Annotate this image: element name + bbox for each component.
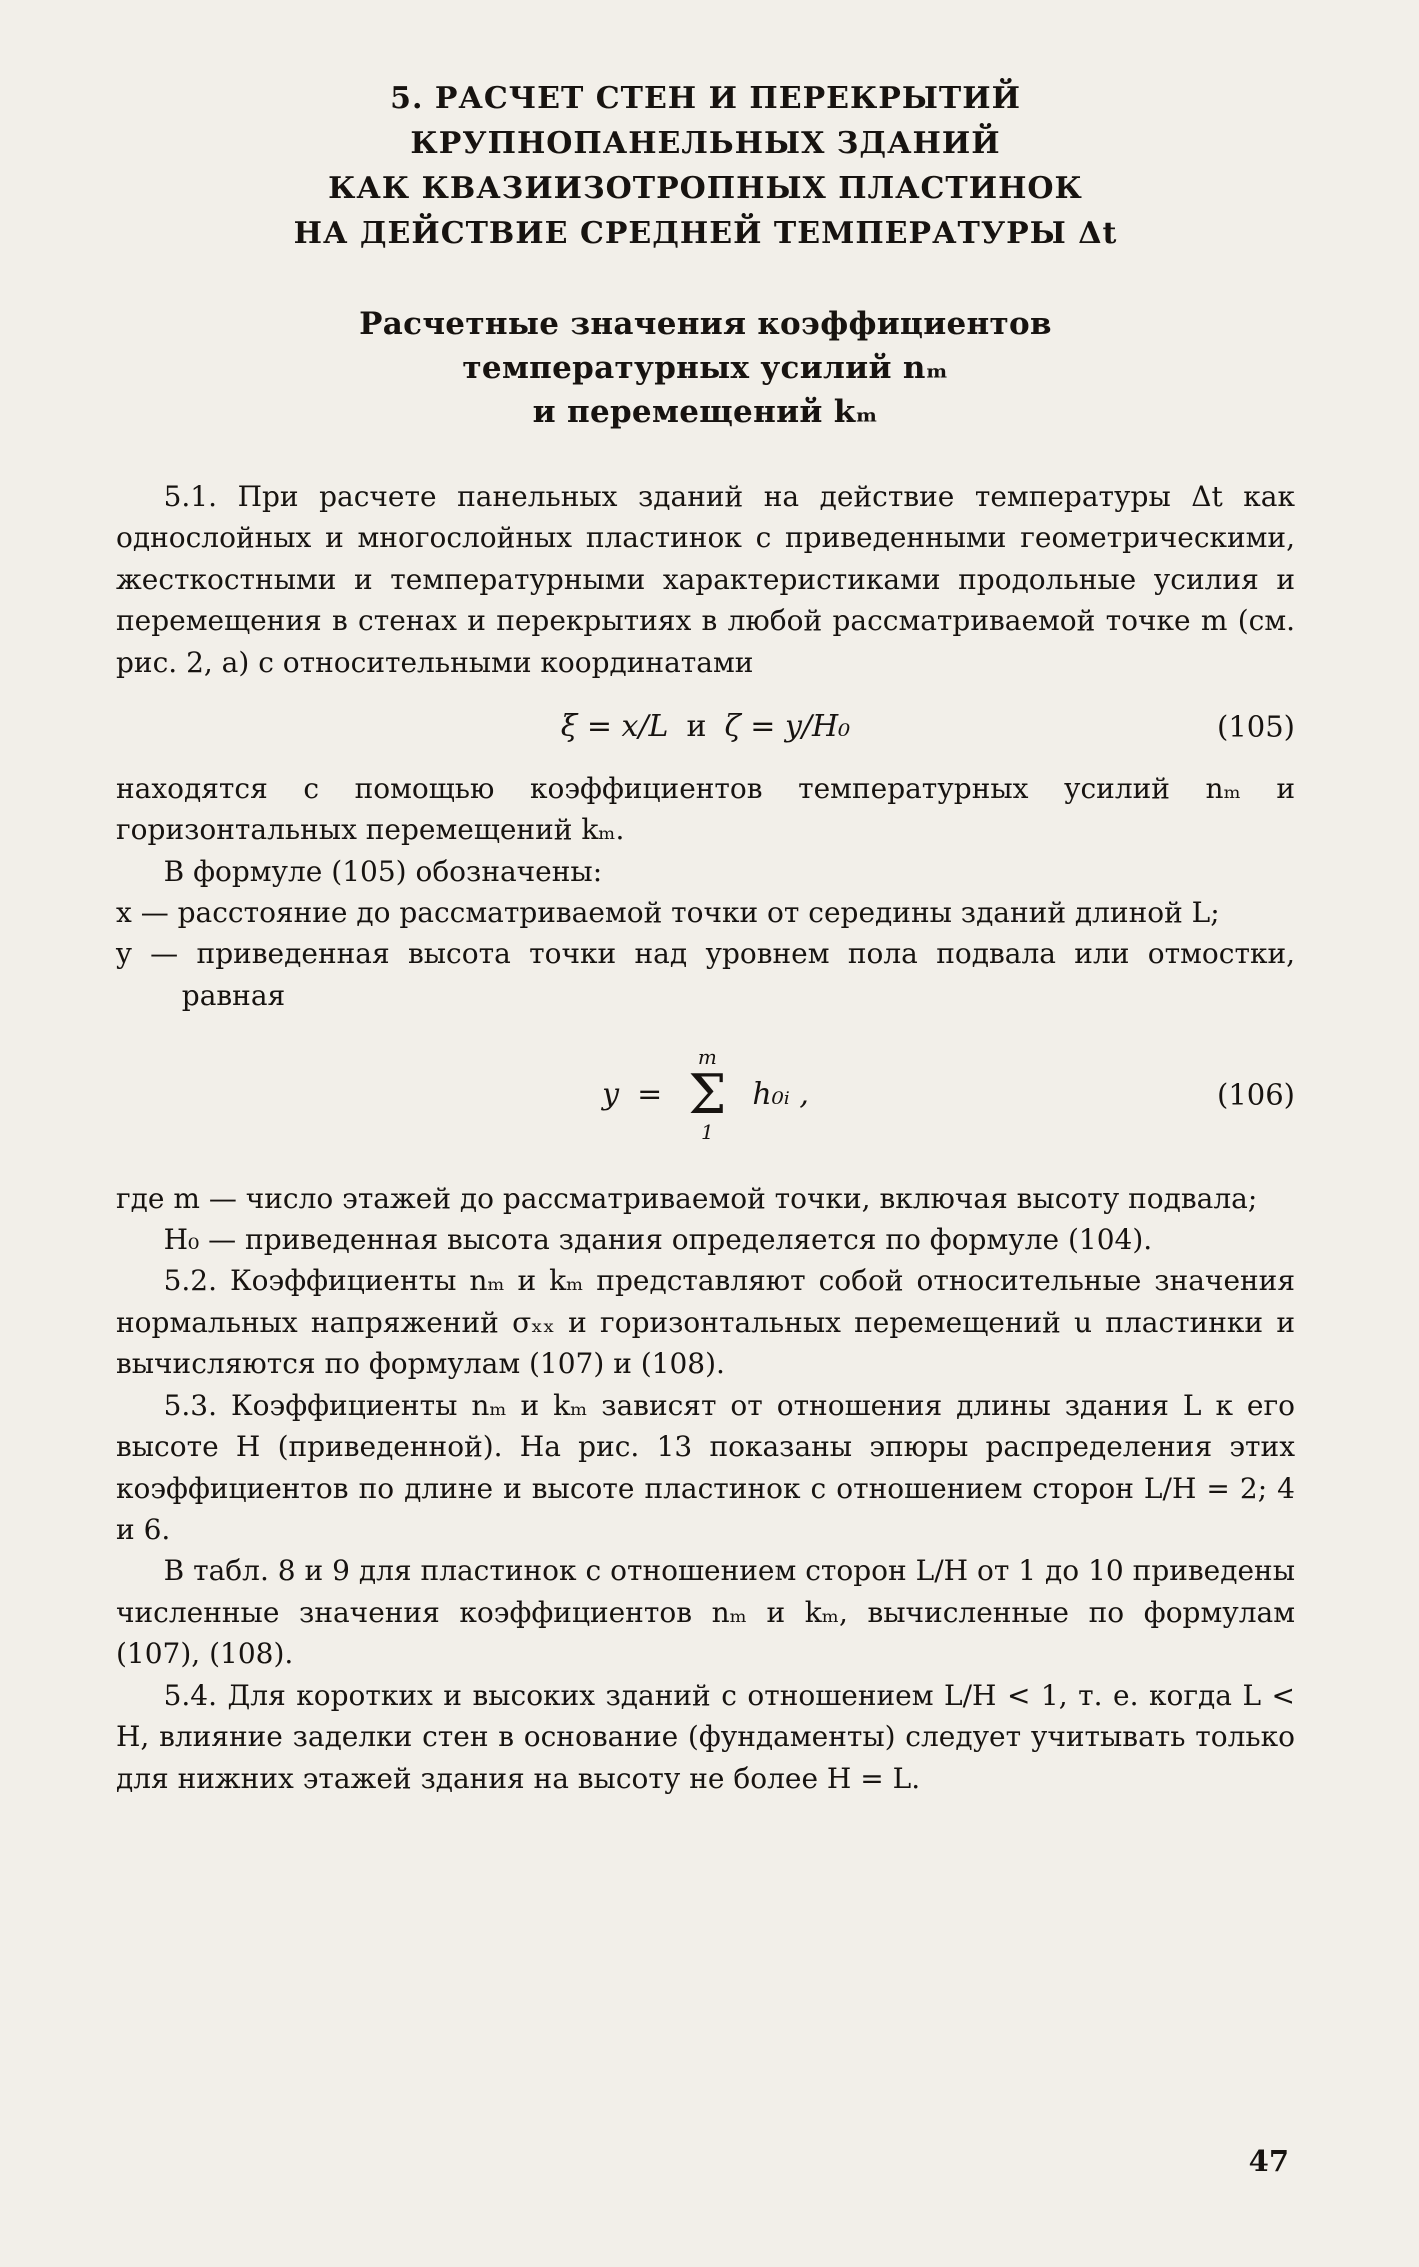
equals-sign: =	[637, 1076, 663, 1112]
formula-105-conjunction: и	[686, 709, 707, 745]
section-subtitle-line: Расчетные значения коэффициентов	[359, 306, 1052, 342]
paragraph-tables: В табл. 8 и 9 для пластинок с отношением сторон L/H от 1 до 10 приведены численные значения коэффициентов nₘ и kₘ, вычисленные по формулам (107), (108).	[116, 1554, 1295, 1671]
chapter-heading-line: 5. РАСЧЕТ СТЕН И ПЕРЕКРЫТИЙ	[390, 81, 1021, 116]
formula-106-number: (106)	[1217, 1077, 1295, 1112]
chapter-heading	[116, 76, 1295, 256]
paragraph-5-4: 5.4. Для коротких и высоких зданий с отношением L/H < 1, т. е. когда L < H, влияние заделки стен в основание (фундаменты) следует учитывать только для нижних этажей здания на высоту не более H = L.	[116, 1678, 1295, 1795]
formula-105-number: (105)	[1217, 709, 1295, 744]
section-subtitle-line: температурных усилий nₘ	[462, 350, 949, 387]
definition-where-m: где m — число этажей до рассматриваемой точки, включая высоту подвала;	[116, 1181, 1258, 1215]
definition-y: y — приведенная высота точки над уровнем пола подвала или отмостки, равная	[116, 937, 1295, 1012]
section-subtitle	[116, 302, 1295, 434]
section-subtitle-line: и перемещений kₘ	[532, 394, 879, 431]
formula-106-term: h₀ᵢ ,	[752, 1076, 809, 1112]
definition-x: x — расстояние до рассматриваемой точки от середины зданий длиной L;	[116, 895, 1220, 929]
summation-upper-limit: m	[697, 1045, 717, 1070]
formula-105-lhs: ξ = x/L	[560, 709, 669, 745]
paragraph-5-1: 5.1. При расчете панельных зданий на действие температуры Δt как однослойных и многослойных пластинок с приведенными геометрическими, жесткостными и температурными характеристиками продольные усилия и перемещения в стенах и перекрытиях в любой рассматриваемой точке m (см. рис. 2, а) с относительными координатами	[116, 480, 1295, 679]
chapter-heading-line: НА ДЕЙСТВИЕ СРЕДНЕЙ ТЕМПЕРАТУРЫ Δt	[293, 216, 1118, 251]
formula-106	[116, 1046, 1295, 1143]
summation-symbol	[688, 1046, 726, 1143]
paragraph-after-formula-105: находятся с помощью коэффициентов температурных усилий nₘ и горизонтальных перемещений kₘ.	[116, 771, 1295, 847]
summation-lower-limit: 1	[700, 1119, 714, 1144]
paragraph-5-3: 5.3. Коэффициенты nₘ и kₘ зависят от отношения длины здания L к его высоте H (приведенной). На рис. 13 показаны эпюры распределения этих коэффициентов по длине и высоте пластинок с отношением сторон L/H = 2; 4 и 6.	[116, 1388, 1295, 1547]
paragraph-notation-intro: В формуле (105) обозначены:	[163, 854, 603, 888]
page-number: 47	[1248, 2144, 1289, 2179]
sigma-glyph: Σ	[688, 1063, 727, 1127]
formula-106-lhs: y	[602, 1076, 620, 1112]
formula-105	[116, 705, 1295, 749]
chapter-heading-line: КРУПНОПАНЕЛЬНЫХ ЗДАНИЙ	[410, 126, 1001, 161]
paragraph-5-2: 5.2. Коэффициенты nₘ и kₘ представляют собой относительные значения нормальных напряжений σₓₓ и горизонтальных перемещений u пластинки и вычисляются по формулам (107) и (108).	[116, 1264, 1295, 1381]
definition-h0: H₀ — приведенная высота здания определяется по формуле (104).	[163, 1222, 1153, 1256]
chapter-heading-line: КАК КВАЗИИЗОТРОПНЫХ ПЛАСТИНОК	[328, 171, 1083, 206]
formula-105-rhs: ζ = y/H₀	[724, 709, 851, 745]
